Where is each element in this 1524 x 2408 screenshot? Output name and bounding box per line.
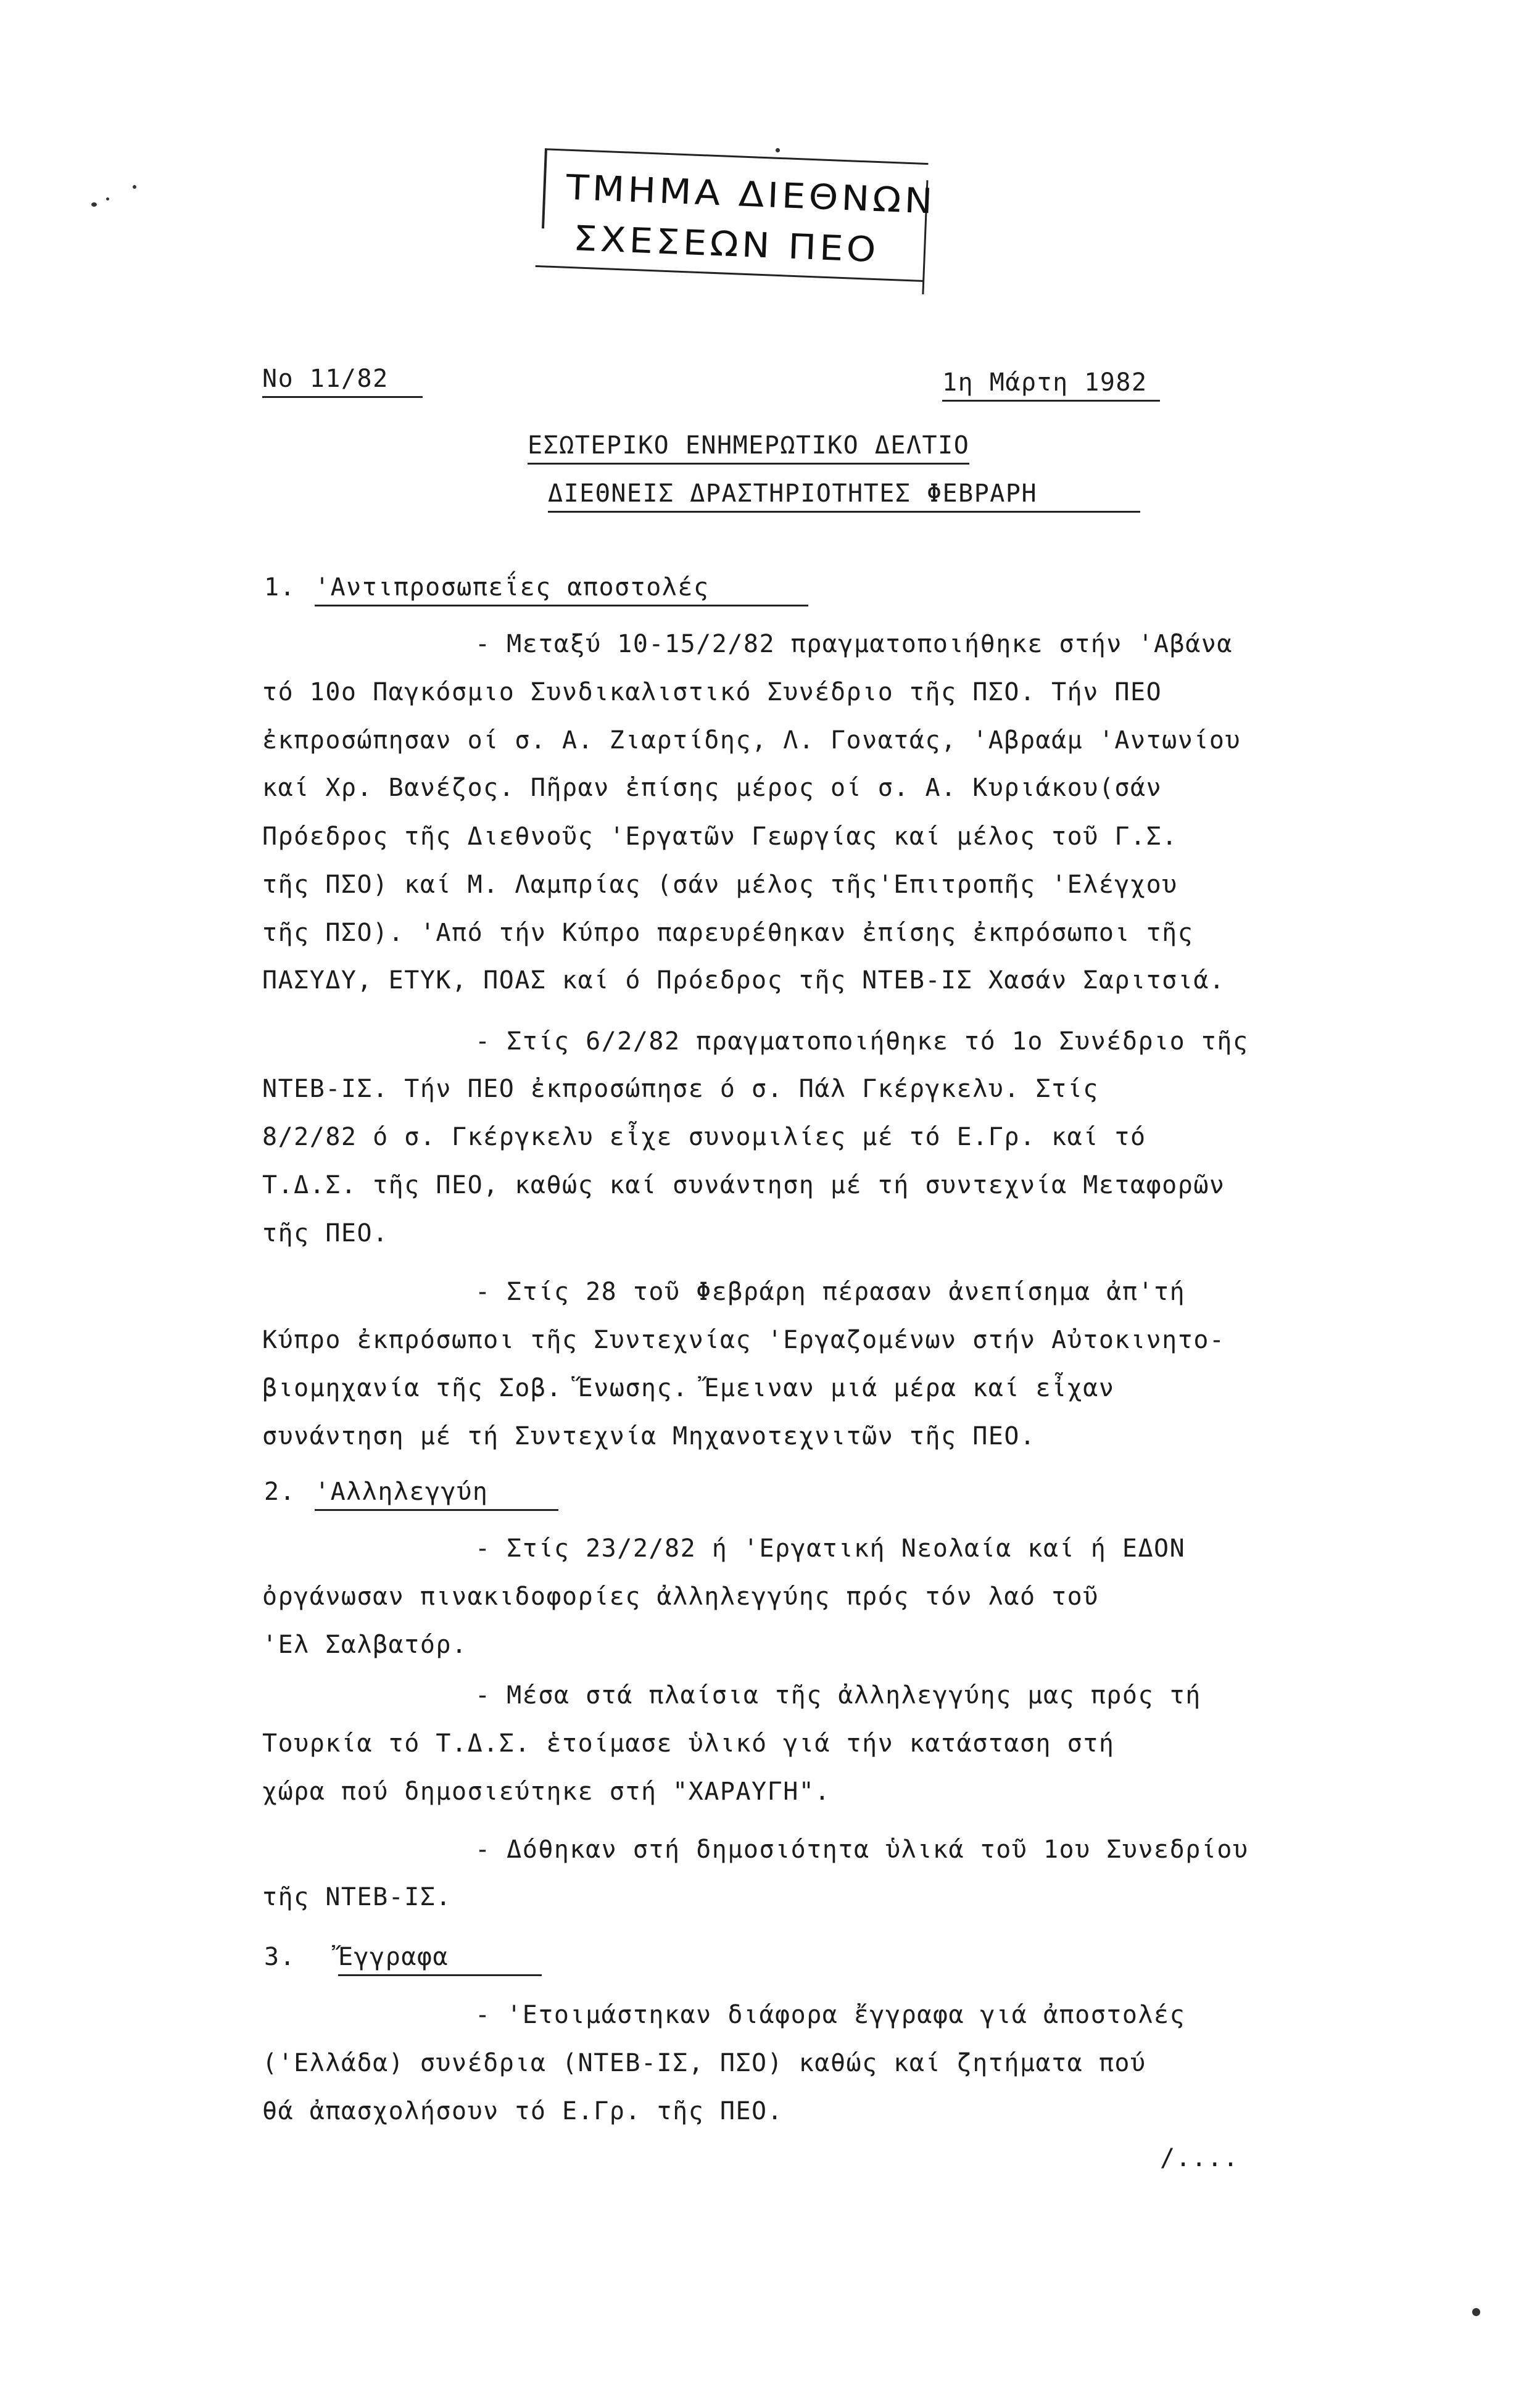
section-1-number: 1. xyxy=(264,573,296,602)
bulletin-subtitle: ΔΙΕΘΝΕΙΣ ΔΡΑΣΤΗΡΙΟΤΗΤΕΣ ΦΕΒΡΑΡΗ xyxy=(548,481,1140,513)
text-line: Τουρκία τό Τ.Δ.Σ. ἑτοίμασε ὑλικό γιά τήν κατάσταση στή xyxy=(262,1729,1115,1758)
text-line: ΝΤΕΒ-ΙΣ. Τήν ΠΕΟ ἐκπροσώπησε ό σ. Πάλ Γκέργκελυ. Στίς xyxy=(262,1075,1099,1103)
text-line: ὀργάνωσαν πινακιδοφορίες ἀλληλεγγύης πρός τόν λαό τοῦ xyxy=(262,1583,1099,1611)
department-stamp xyxy=(535,148,941,296)
document-date: 1η Μάρτη 1982 xyxy=(942,370,1160,402)
scan-speck xyxy=(776,148,780,152)
text-line: τῆς ΠΣΟ) καί Μ. Λαμπρίας (σάν μέλος τῆς'Επιτροπῆς 'Ελέγχου xyxy=(262,871,1178,899)
section-2-heading: 'Αλληλεγγύη xyxy=(315,1479,558,1511)
text-line: θά ἀπασχολήσουν τό Ε.Γρ. τῆς ΠΕΟ. xyxy=(262,2097,784,2125)
text-line: 8/2/82 ό σ. Γκέργκελυ εἶχε συνομιλίες μέ τό Ε.Γρ. καί τό xyxy=(262,1123,1146,1151)
text-line: τῆς ΝΤΕΒ-ΙΣ. xyxy=(262,1883,452,1911)
section-1-heading: 'Αντιπροσωπεΐες αποστολές xyxy=(315,575,808,606)
section-3-heading: Ἔγγραφα xyxy=(338,1945,542,1976)
bulletin-title: ΕΣΩΤΕΡΙΚΟ ΕΝΗΜΕΡΩΤΙΚΟ ΔΕΛΤΙΟ xyxy=(528,433,969,465)
stamp-border-left xyxy=(542,148,547,228)
text-line: ἐκπροσώπησαν οί σ. Α. Ζιαρτίδης, Λ. Γονατάς, 'Αβραάμ 'Αντωνίου xyxy=(262,726,1241,755)
section-2-number: 2. xyxy=(264,1478,296,1506)
text-line: καί Χρ. Βανέζος. Πῆραν ἐπίσης μέρος οί σ. Α. Κυριάκου(σάν xyxy=(262,774,1162,802)
text-line: Πρόεδρος τῆς Διεθνοῦς 'Εργατῶν Γεωργίας καί μέλος τοῦ Γ.Σ. xyxy=(262,822,1178,851)
text-line: Τ.Δ.Σ. τῆς ΠΕΟ, καθώς καί συνάντηση μέ τή συντεχνία Μεταφορῶν xyxy=(262,1171,1225,1199)
text-line: Κύπρο ἐκπρόσωποι τῆς Συντεχνίας 'Εργαζομένων στήν Αὐτοκινητο- xyxy=(262,1326,1225,1354)
text-line: τῆς ΠΕΟ. xyxy=(262,1219,389,1247)
text-line: βιομηχανία τῆς Σοβ. Ἕνωσης. Ἔμειναν μιά μέρα καί εἶχαν xyxy=(262,1374,1115,1402)
text-line: συνάντηση μέ τή Συντεχνία Μηχανοτεχνιτῶν τῆς ΠΕΟ. xyxy=(262,1422,1036,1450)
text-line: χώρα πού δημοσιεύτηκε στή "ΧΑΡΑΥΓΗ". xyxy=(262,1777,830,1806)
scan-speck xyxy=(1472,2308,1480,2316)
scan-speck xyxy=(106,197,109,201)
text-line: 'Ελ Σαλβατόρ. xyxy=(262,1631,468,1659)
stamp-border-top xyxy=(546,148,929,165)
document-number: No 11/82 xyxy=(262,366,423,398)
section-3-number: 3. xyxy=(264,1943,296,1971)
text-line: - 'Ετοιμάστηκαν διάφορα ἔγγραφα γιά ἀποστολές xyxy=(475,2001,1186,2029)
stamp-line-2: ΣΧΕΣΕΩΝ ΠΕΟ xyxy=(573,218,880,271)
text-line: ΠΑΣΥΔΥ, ΕΤΥΚ, ΠΟΑΣ καί ό Πρόεδρος τῆς ΝΤΕΒ-ΙΣ Χασάν Σαριτσιά. xyxy=(262,966,1225,995)
text-line: - Στίς 6/2/82 πραγματοποιήθηκε τό 1ο Συνέδριο τῆς xyxy=(475,1027,1249,1056)
text-line: τῆς ΠΣΟ). 'Από τήν Κύπρο παρευρέθηκαν ἐπίσης ἐκπρόσωποι τῆς xyxy=(262,919,1194,947)
text-line: - Μέσα στά πλαίσια τῆς ἀλληλεγγύης μας πρός τή xyxy=(475,1681,1201,1710)
text-line: - Στίς 28 τοῦ Φεβράρη πέρασαν ἀνεπίσημα ἀπ'τή xyxy=(475,1278,1186,1306)
scan-speck xyxy=(133,185,136,189)
text-line: τό 10ο Παγκόσμιο Συνδικαλιστικό Συνέδριο τῆς ΠΣΟ. Τήν ΠΕΟ xyxy=(262,678,1162,706)
scan-speck xyxy=(91,202,97,207)
continuation-mark: /.... xyxy=(1160,2144,1239,2172)
text-line: - Μεταξύ 10-15/2/82 πραγματοποιήθηκε στήν 'Αβάνα xyxy=(475,630,1233,658)
text-line: - Στίς 23/2/82 ή 'Εργατική Νεολαία καί ή ΕΔΟΝ xyxy=(475,1534,1186,1563)
stamp-line-1: ΤΜΗΜΑ ΔΙΕΘΝΩΝ xyxy=(565,167,937,222)
text-line: - Δόθηκαν στή δημοσιότητα ὑλικά τοῦ 1ου Συνεδρίου xyxy=(475,1835,1249,1864)
text-line: ('Ελλάδα) συνέδρια (ΝΤΕΒ-ΙΣ, ΠΣΟ) καθώς καί ζητήματα πού xyxy=(262,2049,1146,2077)
